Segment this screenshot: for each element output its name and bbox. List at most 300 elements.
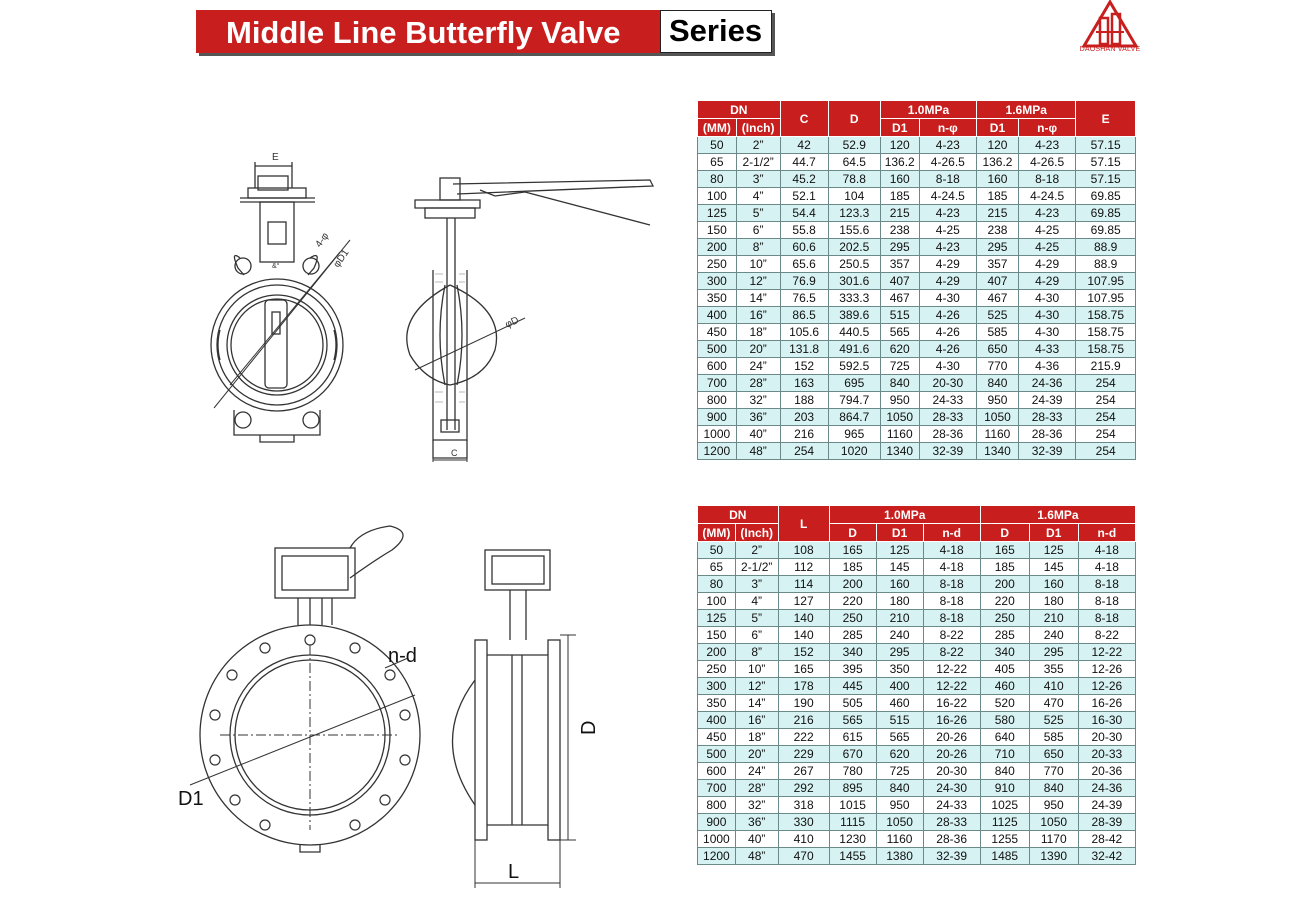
table-cell: 16-30 (1078, 712, 1135, 729)
table-cell: 136.2 (880, 154, 919, 171)
table-cell: 1485 (980, 848, 1029, 865)
table-cell: 2” (736, 137, 780, 154)
table-cell: 8” (736, 239, 780, 256)
table-cell: 4-18 (923, 559, 980, 576)
table2-row (698, 797, 1136, 814)
d-10-header: D (829, 524, 876, 542)
table1-row (698, 137, 1136, 154)
table-cell: 36” (736, 409, 780, 426)
table-cell: 88.9 (1076, 239, 1136, 256)
table-cell: 152 (780, 358, 828, 375)
table-cell: 100 (698, 593, 736, 610)
d-16-header: D (980, 524, 1029, 542)
table-cell: 14” (736, 290, 780, 307)
table-cell: 8-18 (1078, 593, 1135, 610)
wafer-dimensions-table (697, 100, 1136, 460)
table-cell: 4-18 (923, 542, 980, 559)
table-cell: 4-29 (919, 273, 977, 290)
table-cell: 525 (977, 307, 1019, 324)
table1-row (698, 171, 1136, 188)
table-cell: 840 (876, 780, 923, 797)
table1-row (698, 358, 1136, 375)
table-cell: 20-26 (923, 746, 980, 763)
table-cell: 491.6 (828, 341, 880, 358)
table-cell: 1380 (876, 848, 923, 865)
table-cell: 65 (698, 559, 736, 576)
table-cell: 28-36 (1018, 426, 1076, 443)
pressure-16-header: 1.6MPa (977, 101, 1076, 119)
table-cell: 295 (1029, 644, 1078, 661)
inch-header-2: (Inch) (735, 524, 778, 542)
table-cell: 105.6 (780, 324, 828, 341)
table-cell: 16” (735, 712, 778, 729)
table-cell: 4-30 (1018, 324, 1076, 341)
table-cell: 200 (829, 576, 876, 593)
table2-row (698, 695, 1136, 712)
table-cell: 24-36 (1078, 780, 1135, 797)
table-cell: 160 (977, 171, 1019, 188)
table-cell: 44.7 (780, 154, 828, 171)
table-cell: 69.85 (1076, 188, 1136, 205)
table-cell: 864.7 (828, 409, 880, 426)
table-cell: 12-22 (923, 661, 980, 678)
table-cell: 4-23 (919, 239, 977, 256)
table-cell: 4-26 (919, 341, 977, 358)
table-cell: 18” (736, 324, 780, 341)
title-banner (196, 10, 772, 53)
table-cell: 515 (880, 307, 919, 324)
table-cell: 20-36 (1078, 763, 1135, 780)
table-cell: 80 (698, 171, 737, 188)
table-cell: 45.2 (780, 171, 828, 188)
table-cell: 12-22 (1078, 644, 1135, 661)
table-cell: 140 (778, 610, 829, 627)
table2-row (698, 559, 1136, 576)
table2-header (698, 506, 1136, 542)
table-cell: 254 (1076, 409, 1136, 426)
table-cell: 300 (698, 678, 736, 695)
table2-row (698, 542, 1136, 559)
table-cell: 55.8 (780, 222, 828, 239)
table1-row (698, 222, 1136, 239)
table-cell: 4-23 (1018, 205, 1076, 222)
table-cell: 2” (735, 542, 778, 559)
table-cell: 4-26.5 (919, 154, 977, 171)
dim-holes-label: 4-φ (313, 230, 332, 250)
table-cell: 1020 (828, 443, 880, 460)
table-cell: 80 (698, 576, 736, 593)
flanged-side-view (430, 540, 610, 890)
table-cell: 600 (698, 358, 737, 375)
table-cell: 163 (780, 375, 828, 392)
dim-d1-label-flanged: D1 (178, 788, 204, 810)
table-cell: 180 (1029, 593, 1078, 610)
table-cell: 48” (735, 848, 778, 865)
table-cell: 86.5 (780, 307, 828, 324)
table-cell: 8-18 (1078, 610, 1135, 627)
table-cell: 185 (829, 559, 876, 576)
table-cell: 301.6 (828, 273, 880, 290)
table-cell: 950 (880, 392, 919, 409)
table-cell: 4-29 (1018, 256, 1076, 273)
table-cell: 500 (698, 746, 736, 763)
table1-row (698, 392, 1136, 409)
table-cell: 125 (698, 205, 737, 222)
table-cell: 28” (735, 780, 778, 797)
table-cell: 125 (876, 542, 923, 559)
table2-row (698, 593, 1136, 610)
table-cell: 4” (736, 188, 780, 205)
table-cell: 357 (977, 256, 1019, 273)
table-cell: 1340 (977, 443, 1019, 460)
table-cell: 333.3 (828, 290, 880, 307)
table-cell: 127 (778, 593, 829, 610)
table-cell: 16-26 (1078, 695, 1135, 712)
table-cell: 254 (1076, 375, 1136, 392)
table-cell: 1050 (977, 409, 1019, 426)
table-cell: 200 (698, 239, 737, 256)
table-cell: 900 (698, 409, 737, 426)
table-cell: 40” (736, 426, 780, 443)
table-cell: 407 (977, 273, 1019, 290)
table-cell: 200 (980, 576, 1029, 593)
table-cell: 400 (698, 712, 736, 729)
table-cell: 120 (977, 137, 1019, 154)
table-cell: 410 (1029, 678, 1078, 695)
table-cell: 178 (778, 678, 829, 695)
table-cell: 250 (829, 610, 876, 627)
dim-d-label: φD (503, 314, 521, 331)
table-cell: 357 (880, 256, 919, 273)
table-cell: 20-30 (1078, 729, 1135, 746)
table-cell: 16-26 (923, 712, 980, 729)
table1-row (698, 290, 1136, 307)
table-cell: 136.2 (977, 154, 1019, 171)
table-cell: 840 (977, 375, 1019, 392)
table-cell: 4-30 (919, 290, 977, 307)
d-header: D (828, 101, 880, 137)
table-cell: 42 (780, 137, 828, 154)
table-cell: 640 (980, 729, 1029, 746)
table-cell: 220 (829, 593, 876, 610)
table-cell: 670 (829, 746, 876, 763)
table1-row (698, 273, 1136, 290)
table-cell: 190 (778, 695, 829, 712)
table-cell: 4-30 (1018, 290, 1076, 307)
table-cell: 895 (829, 780, 876, 797)
table-cell: 185 (977, 188, 1019, 205)
table-cell: 585 (977, 324, 1019, 341)
table-cell: 125 (1029, 542, 1078, 559)
table-cell: 12-22 (923, 678, 980, 695)
table-cell: 950 (1029, 797, 1078, 814)
table-cell: 16-22 (923, 695, 980, 712)
table-cell: 145 (876, 559, 923, 576)
table-cell: 3” (735, 576, 778, 593)
table-cell: 8-22 (923, 627, 980, 644)
table-cell: 770 (1029, 763, 1078, 780)
nd-10-header: n-d (923, 524, 980, 542)
table-cell: 16” (736, 307, 780, 324)
table-cell: 24” (736, 358, 780, 375)
table-cell: 8-18 (1018, 171, 1076, 188)
table-cell: 160 (876, 576, 923, 593)
table-cell: 107.95 (1076, 273, 1136, 290)
dn-header-2: DN (698, 506, 779, 524)
table-cell: 240 (876, 627, 923, 644)
table-cell: 114 (778, 576, 829, 593)
table-cell: 120 (880, 137, 919, 154)
table-cell: 520 (980, 695, 1029, 712)
table-cell: 24-39 (1018, 392, 1076, 409)
table-cell: 140 (778, 627, 829, 644)
table-cell: 32” (736, 392, 780, 409)
table-cell: 4-18 (1078, 559, 1135, 576)
table-cell: 107.95 (1076, 290, 1136, 307)
table-cell: 295 (876, 644, 923, 661)
table-cell: 158.75 (1076, 324, 1136, 341)
table-cell: 1200 (698, 848, 736, 865)
table-cell: 5” (736, 205, 780, 222)
table-cell: 565 (829, 712, 876, 729)
table-cell: 220 (980, 593, 1029, 610)
table-cell: 40” (735, 831, 778, 848)
table-cell: 12-26 (1078, 661, 1135, 678)
e-header: E (1076, 101, 1136, 137)
table-cell: 18” (735, 729, 778, 746)
table-cell: 28-39 (1078, 814, 1135, 831)
table-cell: 285 (980, 627, 1029, 644)
table-cell: 389.6 (828, 307, 880, 324)
table-cell: 60.6 (780, 239, 828, 256)
table-cell: 215.9 (1076, 358, 1136, 375)
dim-nd-label: n-d (388, 645, 417, 667)
table-cell: 800 (698, 797, 736, 814)
table-cell: 1170 (1029, 831, 1078, 848)
table-cell: 3” (736, 171, 780, 188)
table-cell: 4-26.5 (1018, 154, 1076, 171)
table-cell: 254 (1076, 392, 1136, 409)
d1-10-header-2: D1 (876, 524, 923, 542)
table-cell: 1050 (876, 814, 923, 831)
page-title: Middle Line Butterfly Valve (226, 15, 621, 50)
title-red-block (196, 10, 660, 53)
table-cell: 525 (1029, 712, 1078, 729)
dim-l-label: L (508, 861, 520, 883)
table-cell: 440.5 (828, 324, 880, 341)
table-cell: 32” (735, 797, 778, 814)
table-cell: 580 (980, 712, 1029, 729)
table1-row (698, 256, 1136, 273)
table-cell: 4-23 (919, 137, 977, 154)
table-cell: 8-22 (1078, 627, 1135, 644)
table1-row (698, 409, 1136, 426)
table-cell: 250 (980, 610, 1029, 627)
table-cell: 770 (977, 358, 1019, 375)
table-cell: 445 (829, 678, 876, 695)
table-cell: 5” (735, 610, 778, 627)
table-cell: 600 (698, 763, 736, 780)
table-cell: 20-30 (923, 763, 980, 780)
table-cell: 6” (735, 627, 778, 644)
series-box (660, 10, 772, 53)
table-cell: 615 (829, 729, 876, 746)
table-cell: 4-29 (919, 256, 977, 273)
table-cell: 24-36 (1018, 375, 1076, 392)
table-cell: 1050 (880, 409, 919, 426)
table-cell: 165 (980, 542, 1029, 559)
table-cell: 620 (880, 341, 919, 358)
table-cell: 20” (735, 746, 778, 763)
table-cell: 250.5 (828, 256, 880, 273)
table-cell: 8-18 (923, 576, 980, 593)
table-cell: 150 (698, 627, 736, 644)
table-cell: 28-36 (923, 831, 980, 848)
table-cell: 620 (876, 746, 923, 763)
table-cell: 292 (778, 780, 829, 797)
table-cell: 840 (880, 375, 919, 392)
table-cell: 155.6 (828, 222, 880, 239)
table-cell: 88.9 (1076, 256, 1136, 273)
table-cell: 515 (876, 712, 923, 729)
table1-row (698, 239, 1136, 256)
brand-logo (1076, 0, 1144, 62)
l-header: L (778, 506, 829, 542)
table-cell: 4-25 (1018, 239, 1076, 256)
table-cell: 24” (735, 763, 778, 780)
table-cell: 4-18 (1078, 542, 1135, 559)
table-cell: 254 (780, 443, 828, 460)
table1-row (698, 205, 1136, 222)
table-cell: 28-33 (1018, 409, 1076, 426)
pressure-16-header-2: 1.6MPa (980, 506, 1135, 524)
table-cell: 28-33 (919, 409, 977, 426)
table-cell: 267 (778, 763, 829, 780)
table-cell: 57.15 (1076, 154, 1136, 171)
table-cell: 8-18 (923, 593, 980, 610)
table-cell: 165 (778, 661, 829, 678)
table-cell: 950 (977, 392, 1019, 409)
table-cell: 12” (736, 273, 780, 290)
table-cell: 295 (977, 239, 1019, 256)
table-cell: 1125 (980, 814, 1029, 831)
table2-row (698, 678, 1136, 695)
table-cell: 250 (698, 661, 736, 678)
table-cell: 2-1/2” (735, 559, 778, 576)
table-cell: 112 (778, 559, 829, 576)
dim-d-label-flanged: D (578, 720, 600, 735)
table-cell: 500 (698, 341, 737, 358)
table-cell: 50 (698, 137, 737, 154)
table2-row (698, 644, 1136, 661)
table-cell: 52.9 (828, 137, 880, 154)
table-cell: 28-33 (923, 814, 980, 831)
table-cell: 1255 (980, 831, 1029, 848)
nd-16-header: n-d (1078, 524, 1135, 542)
table-cell: 222 (778, 729, 829, 746)
table-cell: 505 (829, 695, 876, 712)
table-cell: 585 (1029, 729, 1078, 746)
table-cell: 725 (876, 763, 923, 780)
table-cell: 4-33 (1018, 341, 1076, 358)
table-cell: 4-23 (919, 205, 977, 222)
table-cell: 12” (735, 678, 778, 695)
table2-row (698, 780, 1136, 797)
table-cell: 1000 (698, 426, 737, 443)
table-cell: 158.75 (1076, 307, 1136, 324)
table-cell: 650 (977, 341, 1019, 358)
table-cell: 180 (876, 593, 923, 610)
table1-row (698, 307, 1136, 324)
table-cell: 405 (980, 661, 1029, 678)
table1-row (698, 375, 1136, 392)
table-cell: 8” (735, 644, 778, 661)
table2-row (698, 610, 1136, 627)
table-cell: 4-23 (1018, 137, 1076, 154)
table-cell: 32-42 (1078, 848, 1135, 865)
table2-row (698, 627, 1136, 644)
table-cell: 24-39 (1078, 797, 1135, 814)
table-cell: 1050 (1029, 814, 1078, 831)
table-cell: 108 (778, 542, 829, 559)
table-cell: 840 (980, 763, 1029, 780)
table-cell: 8-18 (919, 171, 977, 188)
table-cell: 650 (1029, 746, 1078, 763)
table1-row (698, 341, 1136, 358)
table-cell: 4-26 (919, 324, 977, 341)
wafer-side-view (395, 170, 660, 465)
table-cell: 350 (698, 290, 737, 307)
table-cell: 160 (880, 171, 919, 188)
mm-header-2: (MM) (698, 524, 736, 542)
logo-text: DAOSHAN VALVE (1079, 46, 1141, 53)
table-cell: 470 (778, 848, 829, 865)
table-cell: 1000 (698, 831, 736, 848)
table-cell: 460 (876, 695, 923, 712)
table-cell: 4-30 (919, 358, 977, 375)
table2-row (698, 848, 1136, 865)
table1-row (698, 443, 1136, 460)
table1-row (698, 324, 1136, 341)
wafer-front-view (200, 140, 380, 470)
table-cell: 65.6 (780, 256, 828, 273)
table-cell: 216 (780, 426, 828, 443)
table-cell: 76.9 (780, 273, 828, 290)
table-cell: 1340 (880, 443, 919, 460)
table-cell: 165 (829, 542, 876, 559)
table-cell: 400 (698, 307, 737, 324)
table-cell: 215 (880, 205, 919, 222)
table-cell: 1160 (876, 831, 923, 848)
table-cell: 54.4 (780, 205, 828, 222)
table-cell: 20-30 (919, 375, 977, 392)
table-cell: 215 (977, 205, 1019, 222)
table2-row (698, 576, 1136, 593)
table-cell: 285 (829, 627, 876, 644)
table-cell: 14” (735, 695, 778, 712)
table-cell: 340 (980, 644, 1029, 661)
table-cell: 950 (876, 797, 923, 814)
table-cell: 250 (698, 256, 737, 273)
table-cell: 238 (977, 222, 1019, 239)
table-cell: 410 (778, 831, 829, 848)
table-cell: 1160 (977, 426, 1019, 443)
table-cell: 238 (880, 222, 919, 239)
table-cell: 340 (829, 644, 876, 661)
table-cell: 32-39 (919, 443, 977, 460)
table-cell: 725 (880, 358, 919, 375)
casting-mark-label: &° (272, 263, 280, 270)
